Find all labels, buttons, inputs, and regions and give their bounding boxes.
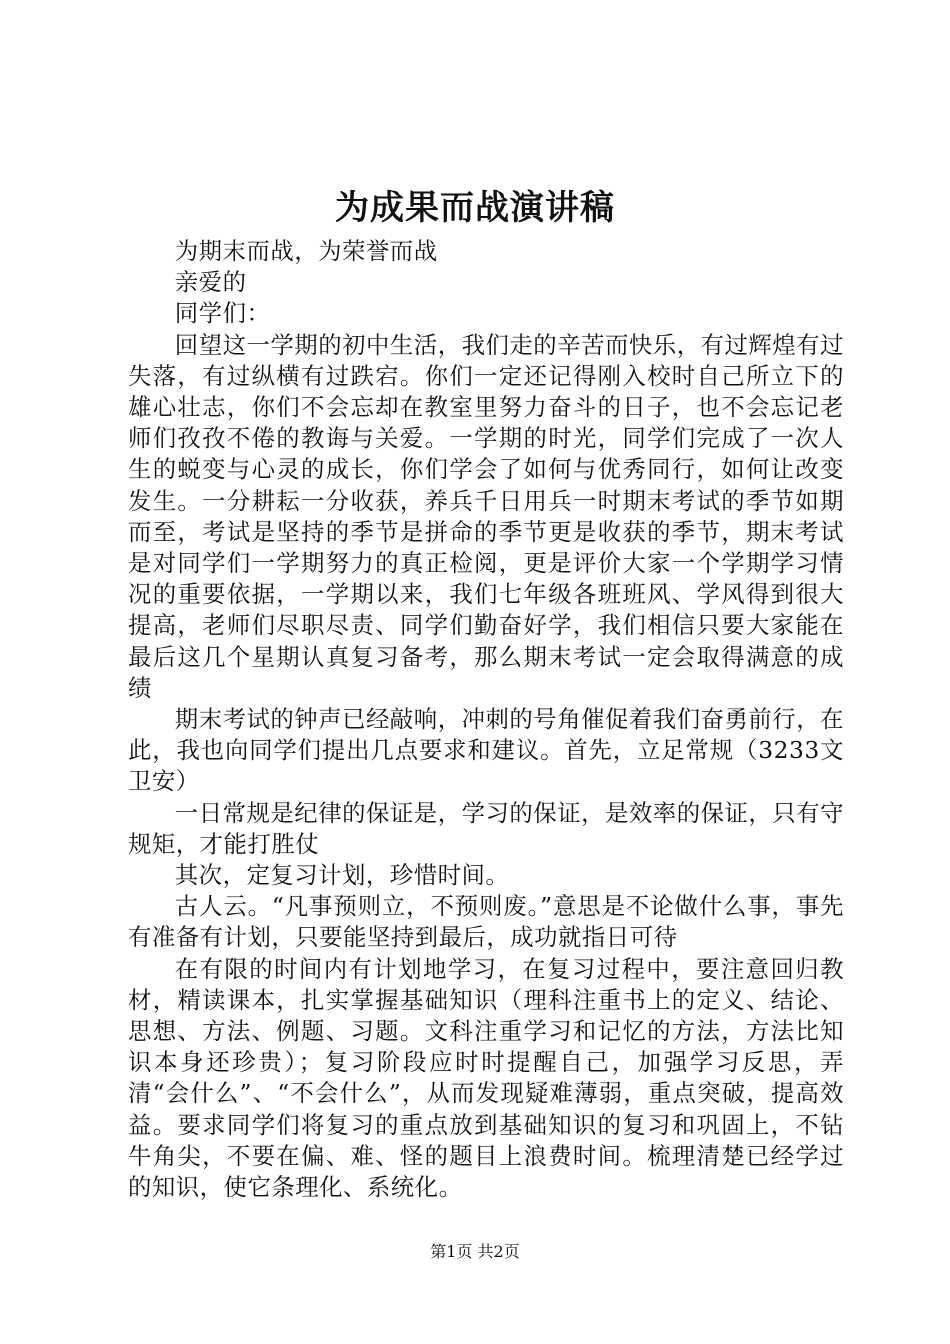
paragraph-requirements: 期末考试的钟声已经敲响，冲刺的号角催促着我们奋勇前行，在此，我也向同学们提出几点要求和建议。首先，立足常规（3233文卫安） — [128, 705, 844, 796]
document-title: 为成果而战演讲稿 — [335, 188, 615, 228]
paragraph-study-method: 在有限的时间内有计划地学习，在复习过程中，要注意回归教材，精读课本，扎实掌握基础知识（理科注重书上的定义、结论、思想、方法、例题、习题。文科注重学习和记忆的方法，方法比知识本身还珍贵）；复习阶段应时时提醒自己，加强学习反思，弄清“会什么”、“不会什么”，从而发现疑难薄弱，重点突破，提高效益。要求同学们将复习的重点放到基础知识的复习和巩固上，不钻牛角尖，不要在偏、难、怪的题目上浪费时间。梳理清楚已经学过的知识，使它条理化、系统化。 — [128, 954, 844, 1202]
paragraph-slogan: 为期末而战，为荣誉而战 — [174, 237, 438, 265]
paragraph-proverb: 古人云。“凡事预则立，不预则废。”意思是不论做什么事，事先有准备有计划，只要能坚持到最后，成功就指日可待 — [128, 892, 844, 952]
paragraph-salutation-1: 亲爱的 — [174, 268, 247, 297]
page-footer: 第1页 共2页 — [430, 1242, 520, 1261]
paragraph-salutation-2: 同学们： — [174, 299, 271, 328]
paragraph-review: 回望这一学期的初中生活，我们走的辛苦而快乐，有过辉煌有过失落，有过纵横有过跌宕。你们一定还记得刚入校时自己所立下的雄心壮志，你们不会忘却在教室里努力奋斗的日子，也不会忘记老师们孜孜不倦的教诲与关爱。一学期的时光，同学们完成了一次人生的蜕变与心灵的成长，你们学会了如何与优秀同行，如何让改变发生。一分耕耘一分收获，养兵千日用兵一时期末考试的季节如期而至，考试是坚持的季节是拼命的季节更是收获的季节，期末考试是对同学们一学期努力的真正检阅，更是评价大家一个学期学习情况的重要依据，一学期以来，我们七年级各班班风、学风得到很大提高，老师们尽职尽责、同学们勤奋好学，我们相信只要大家能在最后这几个星期认真复习备考，那么期末考试一定会取得满意的成绩 — [128, 330, 844, 702]
paragraph-routine: 一日常规是纪律的保证是，学习的保证，是效率的保证，只有守规矩，才能打胜仗 — [128, 798, 844, 858]
paragraph-plan: 其次，定复习计划，珍惜时间。 — [174, 861, 510, 890]
document-body — [128, 236, 844, 1203]
